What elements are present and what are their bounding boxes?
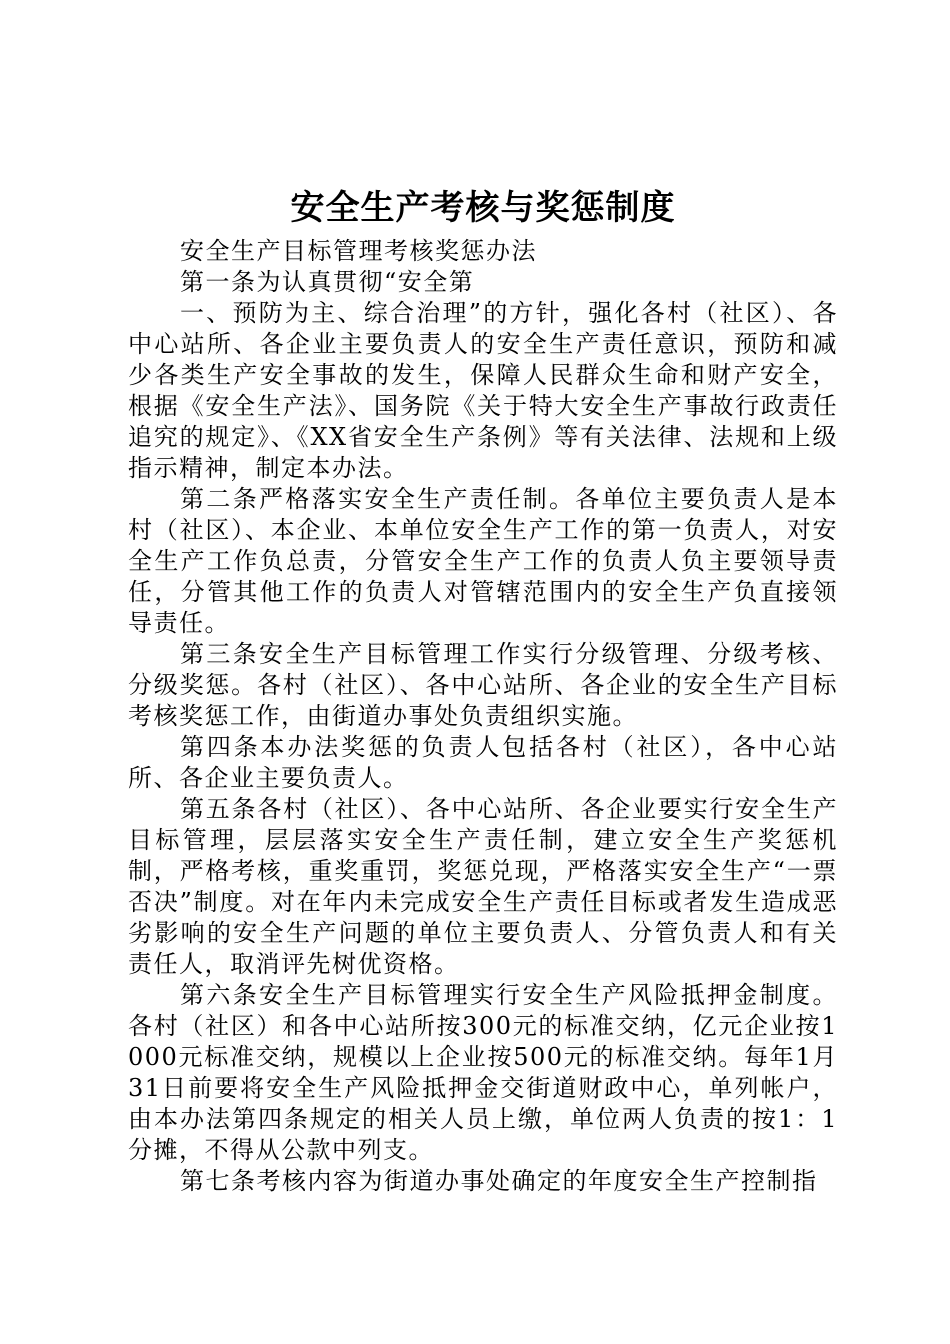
paragraph-article-2: 第二条严格落实安全生产责任制。各单位主要负责人是本村（社区）、本企业、本单位安全生产工作的第一负责人，对安全生产工作负总责，分管安全生产工作的负责人负主要领导责任，分管其他工作的负责人对管辖范围内的安全生产负直接领导责任。 xyxy=(128,485,838,637)
paragraph-subtitle: 安全生产目标管理考核奖惩办法 xyxy=(180,237,537,265)
paragraph-article-3: 第三条安全生产目标管理工作实行分级管理、分级考核、分级奖惩。各村（社区）、各中心站所、各企业的安全生产目标考核奖惩工作，由街道办事处负责组织实施。 xyxy=(128,640,838,730)
paragraph-article-6: 第六条安全生产目标管理实行安全生产风险抵押金制度。各村（社区）和各中心站所按300元的标准交纳，亿元企业按1000元标准交纳，规模以上企业按500元的标准交纳。每年1月31日前要将安全生产风险抵押金交街道财政中心，单列帐户，由本办法第四条规定的相关人员上缴，单位两人负责的按1：1分摊，不得从公款中列支。 xyxy=(128,981,838,1164)
paragraph-article-7: 第七条考核内容为街道办事处确定的年度安全生产控制指 xyxy=(180,1167,818,1195)
document-title: 安全生产考核与奖惩制度 xyxy=(290,188,676,228)
paragraph-article-4: 第四条本办法奖惩的负责人包括各村（社区），各中心站所、各企业主要负责人。 xyxy=(128,733,838,792)
paragraph-article-1-body: 一、预防为主、综合治理”的方针，强化各村（社区）、各中心站所、各企业主要负责人的安全生产责任意识，预防和减少各类生产安全事故的发生，保障人民群众生命和财产安全，根据《安全生产法》、国务院《关于特大安全生产事故行政责任追究的规定》、《XX省安全生产条例》等有关法律、法规和上级指示精神，制定本办法。 xyxy=(128,299,838,482)
paragraph-article-5: 第五条各村（社区）、各中心站所、各企业要实行安全生产目标管理，层层落实安全生产责任制，建立安全生产奖惩机制，严格考核，重奖重罚，奖惩兑现，严格落实安全生产“一票否决”制度。对在年内未完成安全生产责任目标或者发生造成恶劣影响的安全生产问题的单位主要负责人、分管负责人和有关责任人，取消评先树优资格。 xyxy=(128,795,838,978)
document-page xyxy=(128,180,838,1197)
paragraph-article-1-intro: 第一条为认真贯彻“安全第 xyxy=(180,268,475,296)
